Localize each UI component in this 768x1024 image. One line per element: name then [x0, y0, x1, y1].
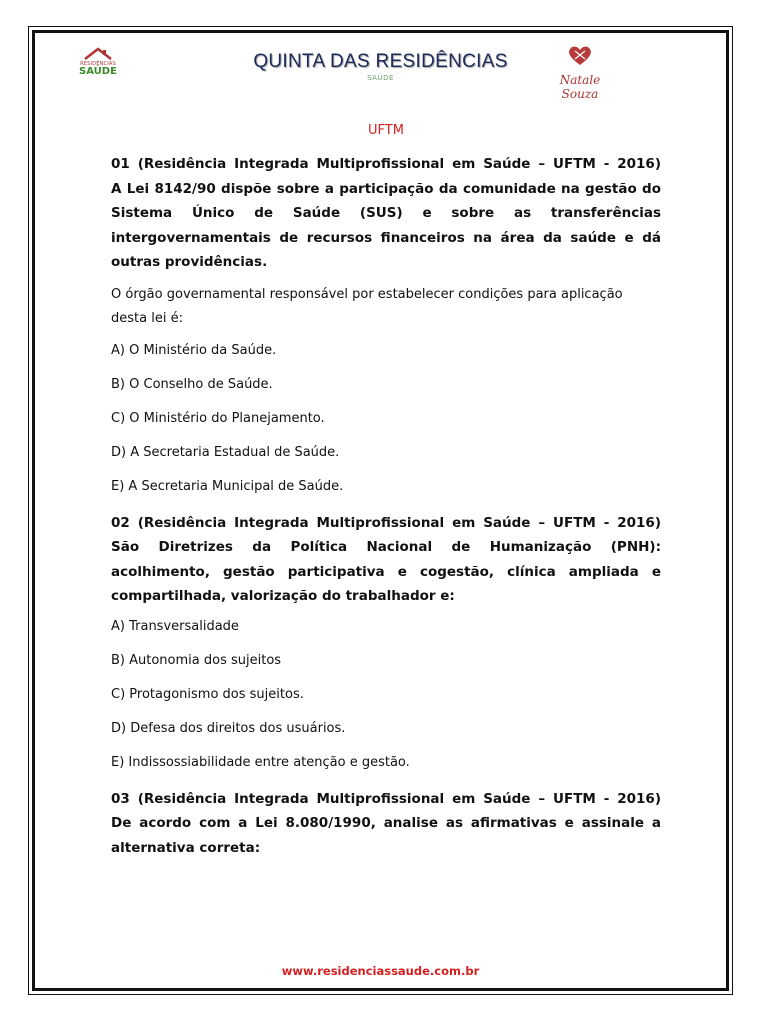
natale-souza-logo — [540, 45, 620, 101]
logo-left-small-text: RESIDÊNCIAS — [80, 61, 116, 67]
section-title: UFTM — [368, 123, 404, 138]
question-1-option-b: B) O Conselho de Saúde. — [111, 376, 273, 392]
page-title: QUINTA DAS RESIDÊNCIAS — [253, 51, 508, 72]
page-subtitle: SAÚDE — [367, 74, 394, 82]
question-3-statement — [111, 787, 661, 861]
question-1-option-e: E) A Secretaria Municipal de Saúde. — [111, 478, 344, 494]
question-1-body: A Lei 8142/90 dispõe sobre a participação da comunidade na gestão do Sistema Único de Saúde (SUS) e sobre as transferências intergovernamentais de recursos financeiros na área da saúde e dá outras providências. — [111, 180, 661, 270]
question-2-option-c: C) Protagonismo dos sujeitos. — [111, 686, 304, 702]
page-header — [35, 33, 726, 101]
question-2-option-d: D) Defesa dos direitos dos usuários. — [111, 720, 346, 736]
question-2-option-a: A) Transversalidade — [111, 618, 239, 634]
footer-website-link[interactable]: www.residenciassaude.com.br — [281, 964, 480, 978]
question-2-header: 02 (Residência Integrada Multiprofissional em Saúde – UFTM - 2016) — [111, 514, 661, 531]
question-2-body: São Diretrizes da Política Nacional de Humanização (PNH): acolhimento, gestão participativa e cogestão, clínica ampliada e compartilhada, valorização do trabalhador e: — [111, 539, 661, 604]
question-2-option-e: E) Indissossiabilidade entre atenção e gestão. — [111, 754, 410, 770]
document-body — [111, 123, 661, 868]
question-1-prompt: O órgão governamental responsável por estabelecer condições para aplicação desta lei é: — [111, 286, 623, 326]
question-1-header: 01 (Residência Integrada Multiprofissional em Saúde – UFTM - 2016) — [111, 156, 661, 172]
question-1-option-c: C) O Ministério do Planejamento. — [111, 410, 325, 426]
question-2-statement — [111, 511, 661, 609]
question-1-option-d: D) A Secretaria Estadual de Saúde. — [111, 444, 340, 460]
page-frame — [32, 30, 729, 991]
question-2-option-b: B) Autonomia dos sujeitos — [111, 652, 282, 668]
logo-left-big-text: SAÚDE — [79, 66, 117, 77]
question-1-statement — [111, 152, 661, 275]
question-3-header: 03 (Residência Integrada Multiprofissional em Saúde – UFTM - 2016) — [111, 790, 661, 807]
logo-right-signature: Natale Souza — [559, 73, 601, 101]
heart-icon — [565, 45, 595, 67]
question-3-body: De acordo com a Lei 8.080/1990, analise as afirmativas e assinale a alternativa correta: — [111, 815, 661, 856]
question-1-option-a: A) O Ministério da Saúde. — [111, 342, 277, 358]
